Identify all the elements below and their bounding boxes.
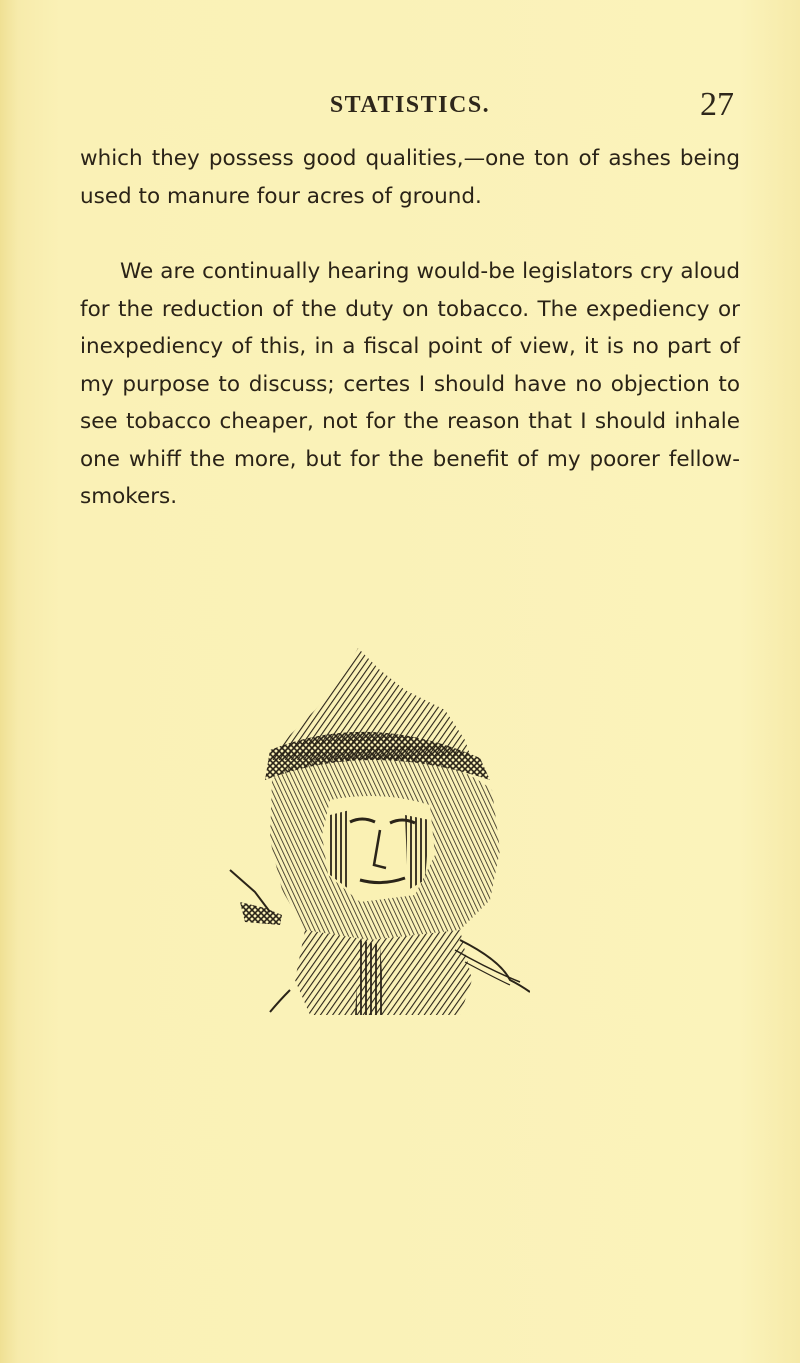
paragraph: We are continually hearing would-be legislators cry aloud for the reduction of the duty on tobacco. The expediency or inexpediency of this, in a fiscal point of view, it is no part of my purpose to discuss; certes I should have no objection to see tobacco cheaper, not for the reason that I should inhale one whiff the more, but for the benefit of my poorer fellow-smokers. [80, 259, 740, 509]
paragraph-continued: which they possess good qualities,—one ton of ashes being used to manure four acres of ground. [80, 146, 740, 209]
smoking-man-engraving-icon [210, 640, 530, 1020]
smoking-man-illustration [210, 640, 530, 1020]
page-header [80, 86, 740, 132]
body-text [80, 140, 740, 516]
page-number: 27 [700, 86, 734, 123]
running-title: STATISTICS. [329, 92, 491, 118]
